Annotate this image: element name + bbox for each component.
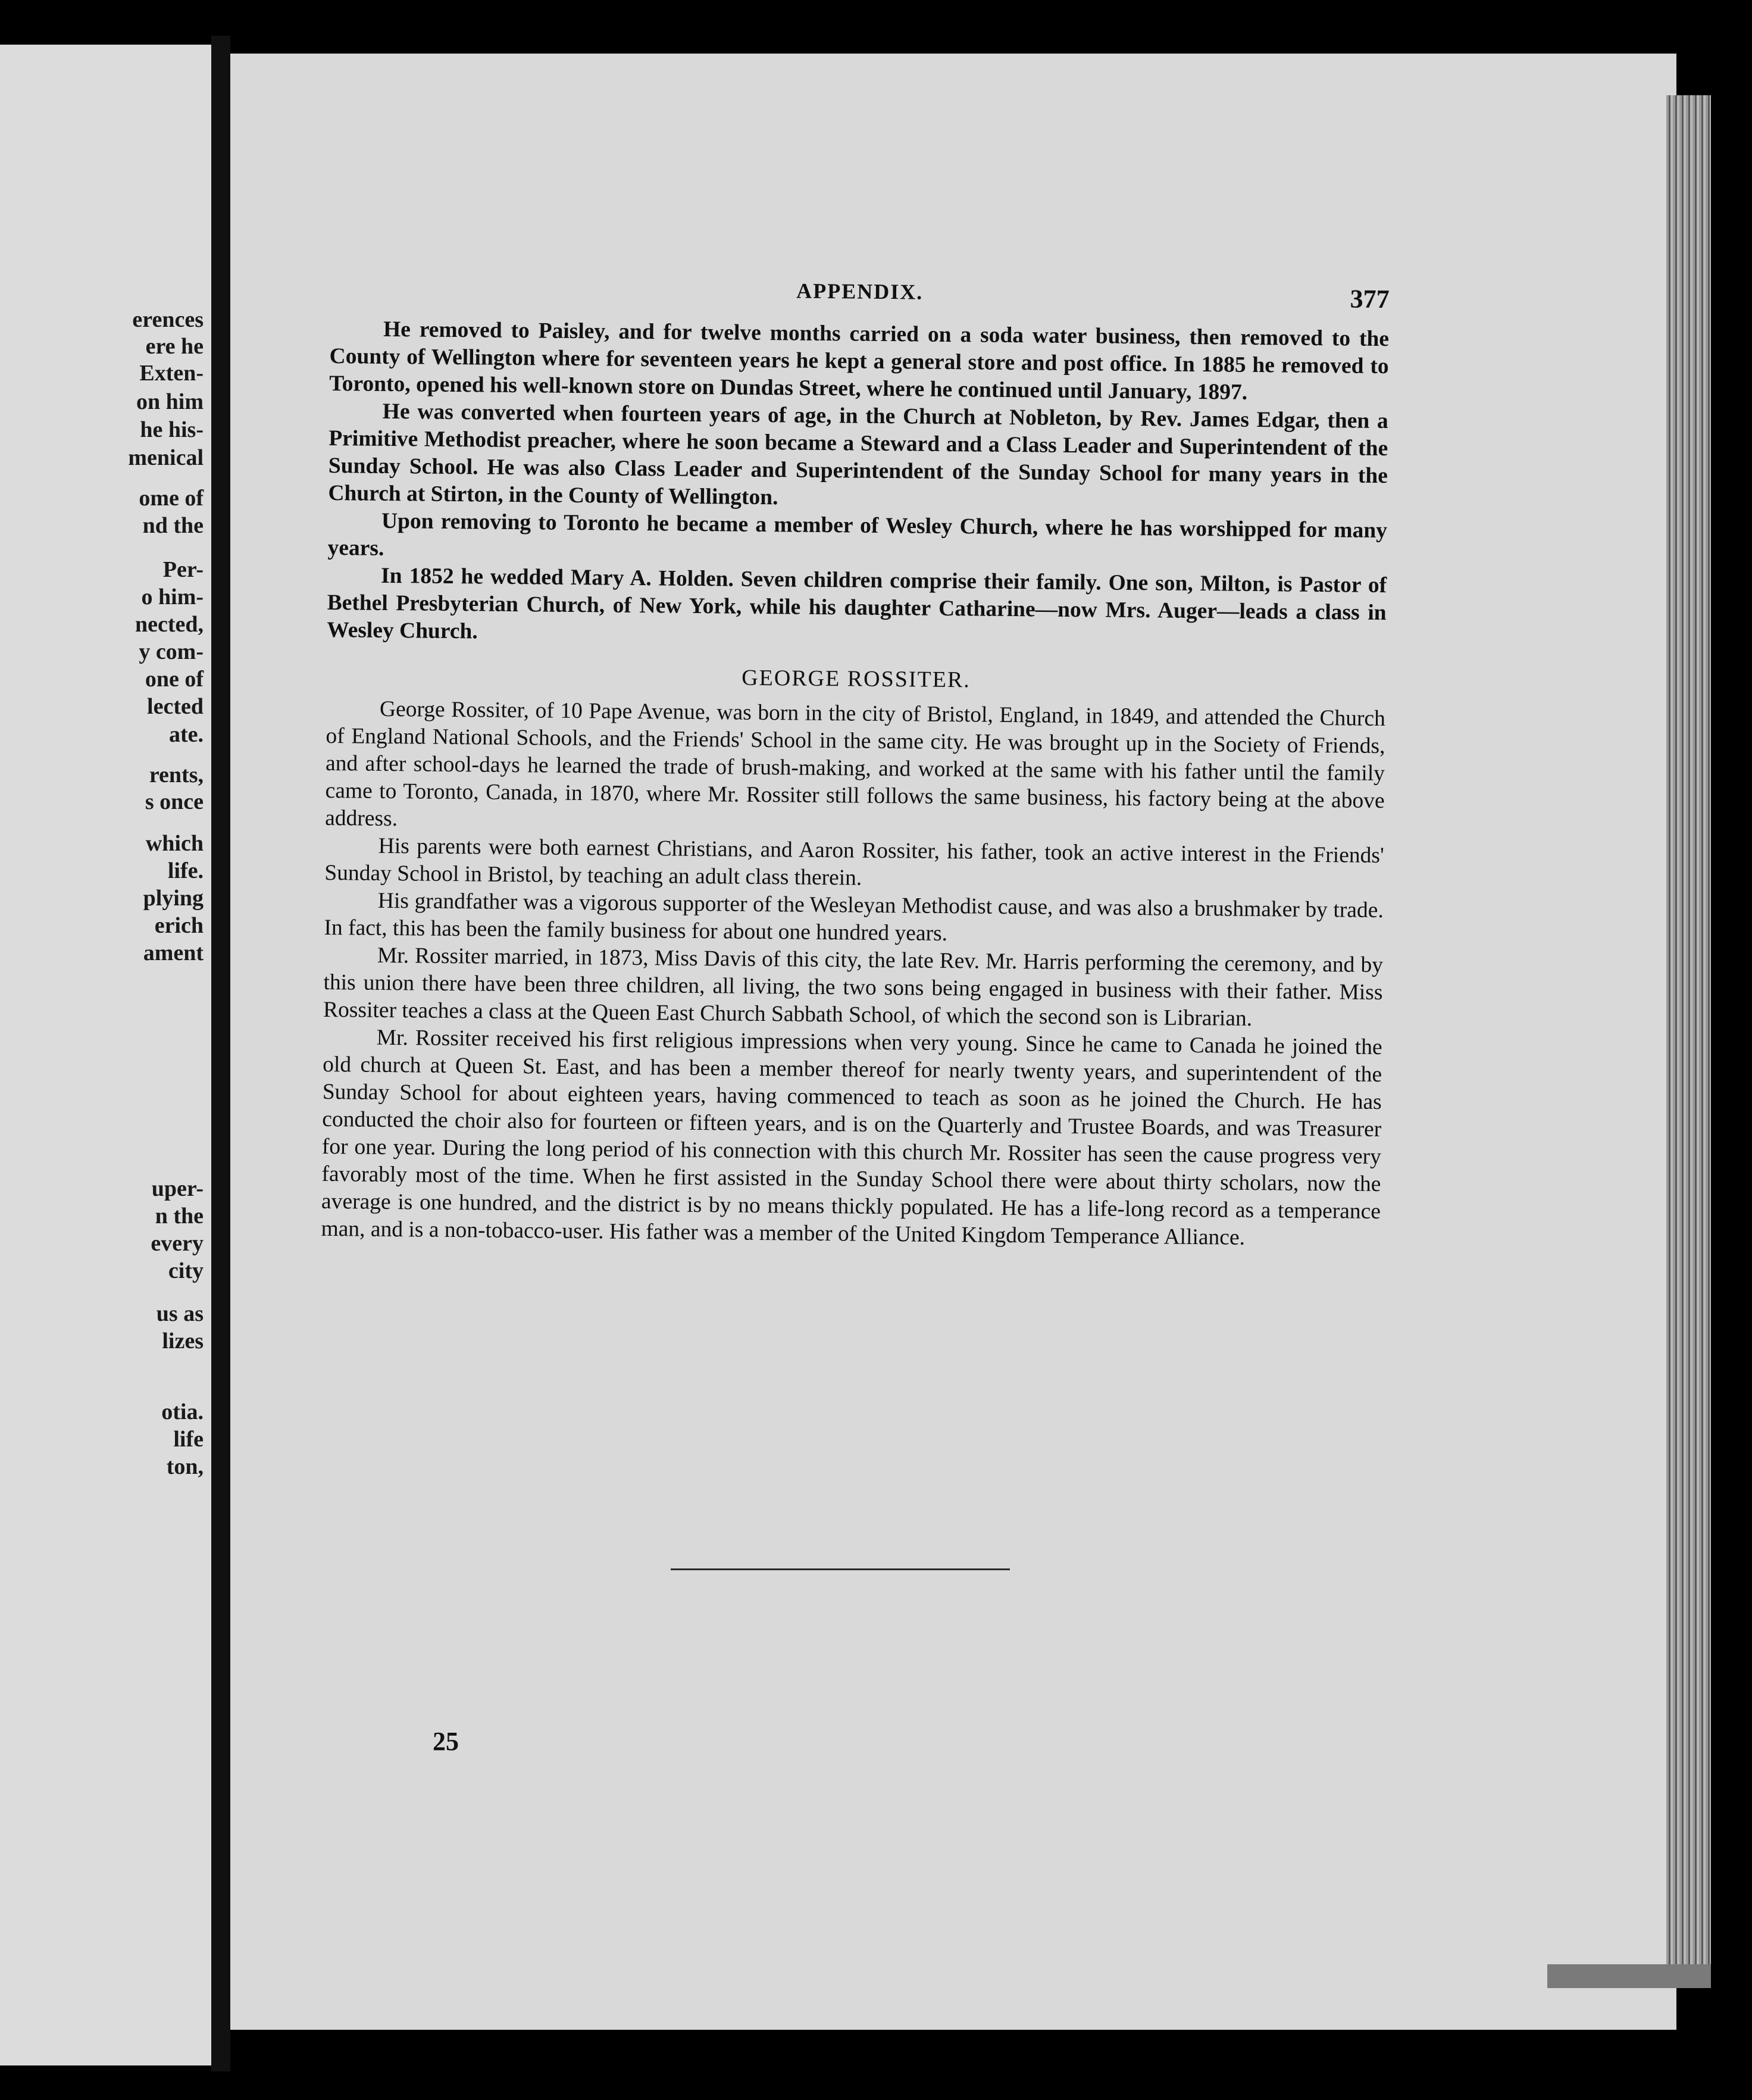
paragraph: Upon removing to Toronto he became a member of Wesley Church, where he has worshipped for many years. (327, 508, 1388, 561)
left-page-fragment: which (145, 831, 204, 856)
paragraph: Mr. Rossiter received his first religious impressions when very young. Since he came to Canada he joined the old church at Queen St. East, and has been a member thereof for nearly twenty years, and superintendent of the Sunday School for about eighteen years, having commenced to teach as soon as he joined the Church. He has conducted the choir also for fourteen or fifteen years, and is on the Quarterly and Trustee Boards, and was Treasurer for one year. During the long period of his connection with this church Mr. Rossiter has seen the cause progress very favorably most of the time. When he first assisted in the Sunday School there were about thirty scholars, now the average is one hundred, and the district is by no means thickly populated. He has a life-long record as a temperance man, and is a non-tobacco-user. His father was a member of the United Kingdom Temperance Alliance. (321, 1025, 1382, 1250)
left-page-fragment: menical (128, 445, 204, 470)
page-content (321, 315, 1389, 1253)
left-page-fragment: one of (145, 667, 204, 692)
left-page-fragment: Exten- (139, 361, 204, 386)
page-stack-bottom (1547, 1964, 1711, 1988)
left-page-fragment: life. (167, 858, 204, 883)
left-page-fragment: city (168, 1258, 204, 1283)
left-page-fragment: ton, (166, 1454, 204, 1479)
left-page-fragment: erences (132, 307, 204, 332)
page-text-block (321, 274, 1390, 1253)
paragraph: George Rossiter, of 10 Pape Avenue, was born in the city of Bristol, England, in 1849, and attended the Church of England National Schools, and the Friends' School in the same city. He was brought up in the Society of Friends, and after school-days he learned the trade of brush-making, and worked at the same with his father until the family came to Toronto, Canada, in 1870, where Mr. Rossiter still follows the same business, his factory being at the above address. (325, 696, 1386, 832)
left-page-fragment: us as (156, 1301, 204, 1326)
left-page-fragment: y com- (139, 639, 204, 664)
signature-mark: 25 (433, 1727, 459, 1756)
page-header-title: APPENDIX. (796, 279, 924, 304)
left-facing-page (0, 45, 220, 2065)
left-page-fragment: erich (154, 913, 204, 938)
paragraph: His parents were both earnest Christians, and Aaron Rossiter, his father, took an active interest in the Friends' Sunday School in Bristol, by teaching an adult class therein. (324, 833, 1384, 890)
left-page-fragment: on him (136, 389, 204, 414)
left-page-fragment: nected, (134, 612, 204, 637)
left-page-fragment: s once (145, 789, 204, 814)
book-gutter (211, 36, 230, 2071)
paragraph: He was converted when fourteen years of age, in the Church at Nobleton, by Rev. James Edgar, then a Primitive Methodist preacher, where he soon became a Steward and a Class Leader and Superintendent of the Sunday School. He was also Class Leader and Superintendent of the Sunday School for many years in the Church at Stirton, in the County of Wellington. (328, 399, 1388, 510)
left-page-fragment: n the (155, 1204, 204, 1229)
paragraph: He removed to Paisley, and for twelve months carried on a soda water business, then removed to the County of Wellington where for seventeen years he kept a general store and post office. In 1885 he removed to Toronto, opened his well-known store on Dundas Street, where he continued until January, 1897. (329, 317, 1390, 405)
right-page (230, 54, 1676, 2030)
left-page-fragment: ome of (139, 486, 204, 511)
left-page-fragment: lected (147, 694, 204, 719)
left-page-fragment: life (173, 1427, 204, 1452)
page-stack-edges (1666, 95, 1711, 1976)
left-page-fragment: rents, (149, 762, 204, 788)
left-page-fragment: Per- (162, 557, 204, 582)
left-page-fragment: ere he (145, 334, 204, 359)
left-page-fragment: lizes (162, 1329, 204, 1354)
page-number: 377 (1350, 284, 1390, 314)
left-page-fragment: ament (143, 940, 204, 965)
left-page-fragment: o him- (141, 585, 204, 610)
left-page-fragment: plying (143, 886, 204, 911)
paragraph: His grandfather was a vigorous supporter of the Wesleyan Methodist cause, and was also a brushmaker by trade. In fact, this has been the family business for about one hundred years. (324, 888, 1384, 946)
end-rule-divider (671, 1568, 1010, 1570)
left-page-fragment: he his- (140, 417, 204, 442)
left-page-fragment: nd the (142, 513, 204, 538)
section-heading: GEORGE ROSSITER. (742, 665, 971, 693)
left-page-fragment: ate. (168, 722, 204, 747)
left-page-fragment: otia. (161, 1399, 204, 1424)
left-page-fragment: uper- (151, 1176, 204, 1201)
left-page-fragment: every (151, 1231, 204, 1256)
paragraph: Mr. Rossiter married, in 1873, Miss Davis of this city, the late Rev. Mr. Harris performing the ceremony, and by this union there have been three children, all living, the two sons being engaged in business with their father. Miss Rossiter teaches a class at the Queen East Church Sabbath School, of which the second son is Librarian. (323, 943, 1384, 1031)
paragraph: In 1852 he wedded Mary A. Holden. Seven children comprise their family. One son, Milton, is Pastor of Bethel Presbyterian Church, of New York, while his daughter Catharine—now Mrs. Auger—leads a class in Wesley Church. (327, 563, 1387, 644)
